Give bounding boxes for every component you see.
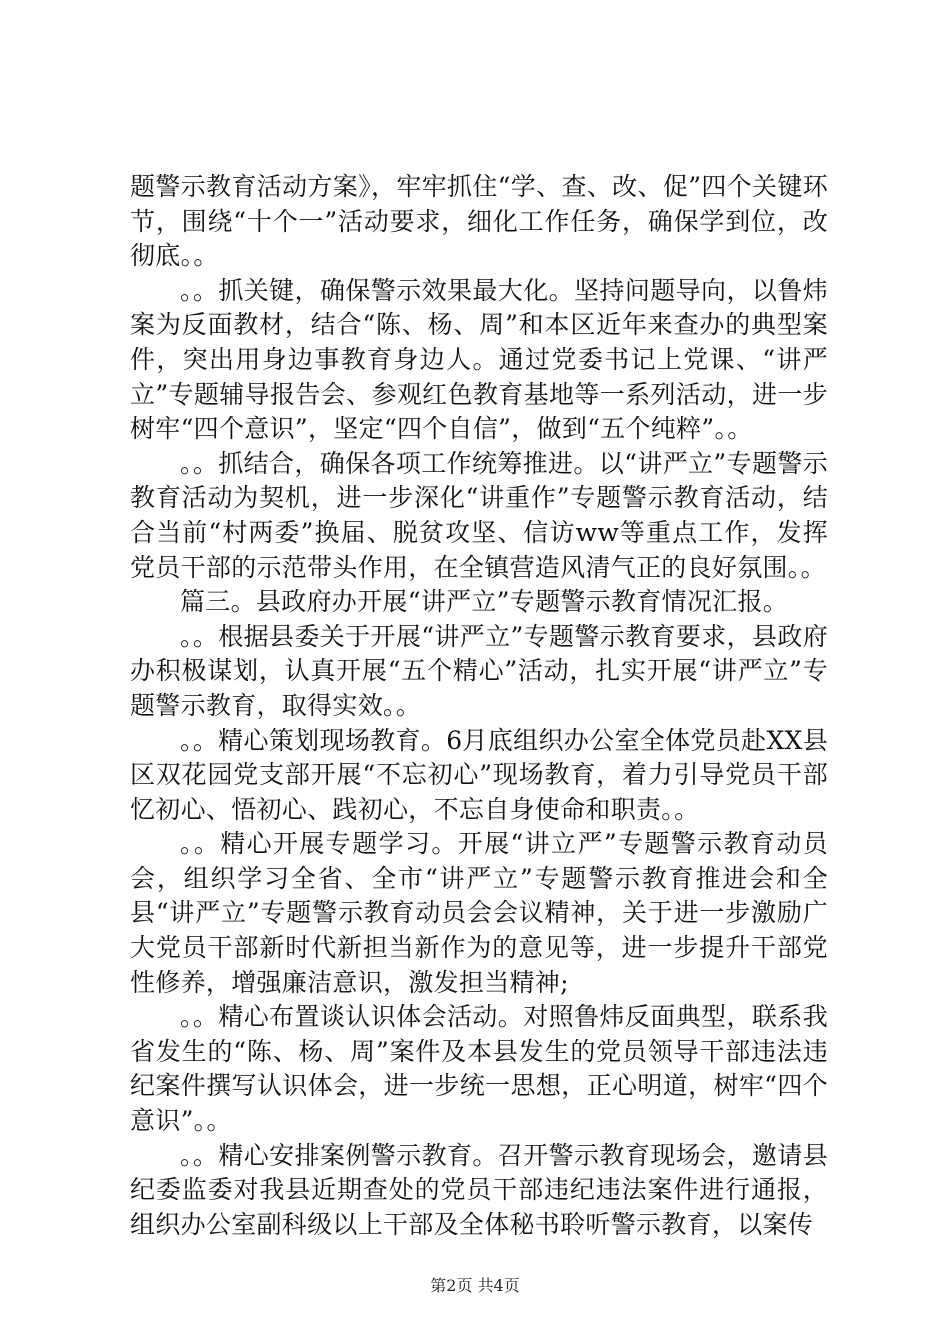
paragraph-8: 。。精心布置谈认识体会活动。对照鲁炜反面典型，联系我省发生的“陈、杨、周”案件及本县发生的党员领导干部违法违纪案件撰写认识体会，进一步统一思想，正心明道，树牢“四个意识”。。 — [130, 1002, 828, 1136]
page-footer — [0, 1273, 950, 1296]
paragraph-1: 题警示教育活动方案》，牢牢抓住“学、查、改、促”四个关键环节，围绕“十个一”活动要求，细化工作任务，确保学到位，改彻底。。 — [130, 172, 828, 271]
section-heading: 篇三。县政府办开展“讲严立”专题警示教育情况汇报。 — [180, 587, 789, 617]
paragraph-5: 。。根据县委关于开展“讲严立”专题警示教育要求，县政府办积极谋划，认真开展“五个精心”活动，扎实开展“讲严立”专题警示教育，取得实效。。 — [130, 621, 828, 720]
paragraph-9: 。。精心安排案例警示教育。召开警示教育现场会，邀请县纪委监委对我县近期查处的党员干部违纪违法案件进行通报，组织办公室副科级以上干部及全体秘书聆听警示教育，以案传 — [130, 1140, 828, 1239]
paragraph-7: 。。精心开展专题学习。开展“讲立严”专题警示教育动员会，组织学习全省、全市“讲严立”专题警示教育推进会和全县“讲严立”专题警示教育动员会会议精神，关于进一步激励广大党员干部新时代新担当新作为的意见等，进一步提升干部党性修养，增强廉洁意识，激发担当精神; — [130, 829, 828, 997]
paragraph-2: 。。抓关键，确保警示效果最大化。坚持问题导向，以鲁炜案为反面教材，结合“陈、杨、周”和本区近年来查办的典型案件，突出用身边事教育身边人。通过党委书记上党课、“讲严立”专题辅导报告会、参观红色教育基地等一系列活动，进一步树牢“四个意识”，坚定“四个自信”，做到“五个纯粹”。。 — [130, 275, 828, 444]
paragraph-6: 。。精心策划现场教育。6月底组织办公室全体党员赴XX县区双花园党支部开展“不忘初心”现场教育，着力引导党员干部忆初心、悟初心、践初心，不忘自身使命和职责。。 — [130, 725, 828, 824]
page-number: 第2页 共4页 — [430, 1276, 520, 1295]
document-body — [130, 170, 828, 1242]
paragraph-3: 。。抓结合，确保各项工作统筹推进。以“讲严立”专题警示教育活动为契机，进一步深化“讲重作”专题警示教育活动，结合当前“村两委”换届、脱贫攻坚、信访ww等重点工作，发挥党员干部的示范带头作用，在全镇营造风清气正的良好氛围。。 — [130, 448, 828, 582]
